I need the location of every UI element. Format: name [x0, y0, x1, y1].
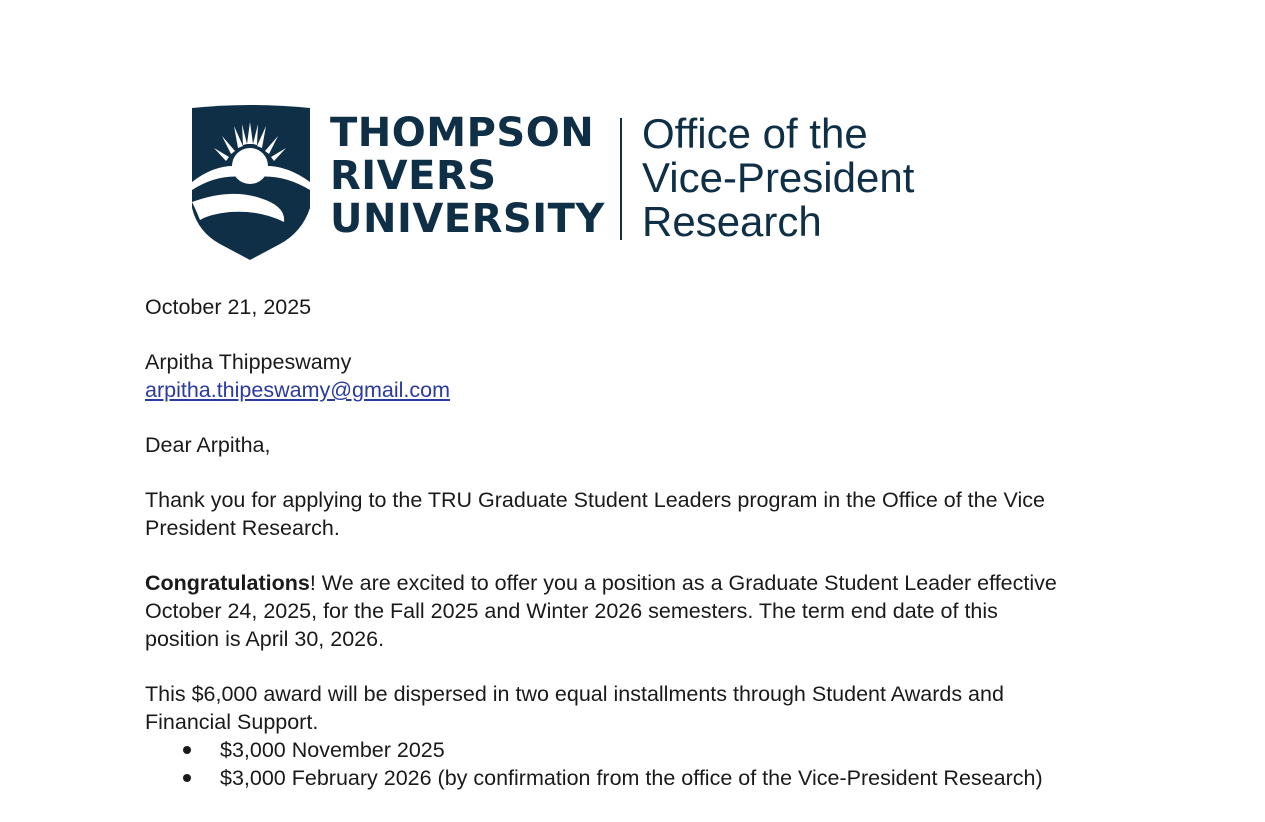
installment-text: $3,000 November 2025 [220, 738, 445, 762]
paragraph-line: ! We are excited to offer you a position as a Graduate Student Leader effective [309, 571, 1057, 595]
paragraph-award [145, 680, 1105, 736]
university-crest-logo [190, 104, 312, 260]
paragraph-line: Thank you for applying to the TRU Graduate Student Leaders program in the Office of the Vice [145, 488, 1045, 512]
paragraph-congratulations [145, 569, 1105, 653]
university-name-line-1: THOMPSON [330, 110, 595, 156]
letter-date: October 21, 2025 [145, 295, 312, 319]
paragraph-line: This $6,000 award will be dispersed in two equal installments through Student Awards and [145, 682, 1004, 706]
letter-body [145, 293, 1105, 792]
letterhead [190, 104, 930, 260]
paragraph-thank-you [145, 486, 1105, 542]
bullet-icon [183, 774, 191, 782]
office-name-line-1: Office of the [642, 110, 868, 157]
paragraph-line: Financial Support. [145, 710, 319, 734]
bullet-icon [183, 746, 191, 754]
letterhead-divider [620, 118, 622, 240]
university-name-line-3: UNIVERSITY [330, 196, 605, 242]
installment-item [145, 736, 1105, 764]
paragraph-line: October 24, 2025, for the Fall 2025 and Winter 2026 semesters. The term end date of this [145, 599, 998, 623]
installment-list [145, 736, 1105, 792]
university-name [330, 112, 605, 241]
office-name-line-3: Research [642, 198, 822, 245]
recipient-name: Arpitha Thippeswamy [145, 350, 352, 374]
recipient-email-link[interactable]: arpitha.thipeswamy@gmail.com [145, 378, 451, 402]
office-name [642, 112, 914, 244]
congratulations-emphasis: Congratulations [145, 571, 310, 595]
office-name-line-2: Vice-President [642, 154, 915, 201]
paragraph-line: President Research. [145, 516, 340, 540]
installment-text: $3,000 February 2026 (by confirmation from the office of the Vice-President Research) [220, 766, 1043, 790]
university-name-line-2: RIVERS [330, 153, 497, 199]
salutation: Dear Arpitha, [145, 433, 271, 457]
installment-item [145, 764, 1105, 792]
paragraph-line: position is April 30, 2026. [145, 627, 385, 651]
